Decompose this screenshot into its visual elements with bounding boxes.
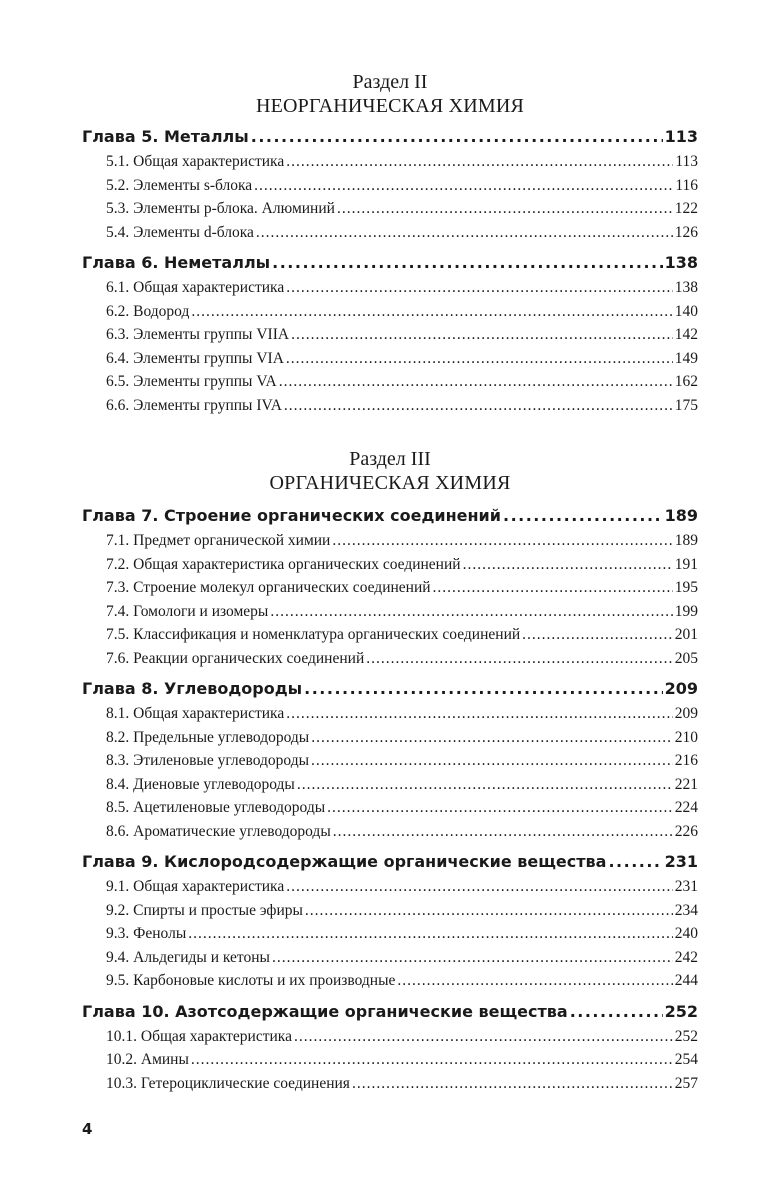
dot-leader (191, 300, 672, 324)
section-label: Раздел II (352, 71, 428, 93)
subsection-title: 7.3. Строение молекул органических соединений (106, 579, 431, 596)
section-label: Раздел III (349, 448, 431, 470)
chapter-page: 189 (664, 506, 698, 525)
section-title: ОРГАНИЧЕСКАЯ ХИМИЯ (269, 472, 511, 494)
dot-leader (305, 899, 673, 923)
subsection-title: 10.3. Гетероциклические соединения (106, 1074, 350, 1092)
subsection-page: 149 (674, 349, 698, 367)
subsection-row[interactable] (82, 394, 698, 418)
chapter-page: 113 (664, 127, 698, 146)
dot-leader (304, 676, 662, 702)
section-3 (82, 447, 698, 1095)
subsection-row[interactable] (82, 323, 698, 347)
chapter-page: 231 (664, 852, 698, 871)
subsection-page: 216 (674, 752, 698, 769)
dot-leader (286, 702, 673, 726)
section-title: НЕОРГАНИЧЕСКАЯ ХИМИЯ (255, 95, 525, 117)
subsection-page: 244 (674, 972, 698, 989)
dot-leader (286, 875, 673, 899)
chapter-10 (82, 999, 698, 1096)
dot-leader (522, 623, 673, 647)
dot-leader (284, 394, 673, 418)
subsection-row[interactable] (82, 946, 698, 970)
chapter-title: Глава 7. Строение органических соединений (82, 506, 501, 525)
subsection-title: 8.6. Ароматические углеводороды (106, 822, 331, 840)
dot-leader (337, 197, 673, 221)
chapter-title: Глава 6. Неметаллы (82, 253, 271, 272)
dot-leader (291, 323, 673, 347)
dot-leader (270, 600, 672, 624)
section-heading (82, 70, 698, 118)
subsection-page: 140 (674, 302, 698, 320)
subsection-row[interactable] (82, 300, 698, 324)
section-2 (82, 70, 698, 417)
page-number: 4 (82, 1120, 93, 1138)
dot-leader (279, 370, 673, 394)
dot-leader (286, 150, 673, 174)
subsection-row[interactable] (82, 197, 698, 221)
subsection-page: 210 (674, 728, 698, 746)
subsection-title: 9.1. Общая характеристика (106, 878, 285, 895)
chapter-title: Глава 10. Азотсодержащие органические вещества (82, 1001, 568, 1021)
table-of-contents (82, 70, 698, 1095)
dot-leader (608, 849, 662, 875)
subsection-page: 201 (674, 626, 698, 643)
dot-leader (397, 969, 672, 993)
subsection-title: 9.2. Спирты и простые эфиры (106, 901, 303, 919)
subsection-row[interactable] (82, 347, 698, 371)
subsection-row[interactable] (82, 647, 698, 671)
subsection-page: 195 (674, 579, 698, 596)
subsection-row[interactable] (82, 1072, 698, 1096)
dot-leader (311, 749, 673, 773)
dot-leader (191, 1048, 673, 1072)
subsection-row[interactable] (82, 702, 698, 726)
subsection-title: 7.4. Гомологи и изомеры (106, 602, 269, 620)
chapter-row[interactable] (82, 250, 698, 276)
subsection-title: 5.4. Элементы d-блока (106, 223, 254, 241)
subsection-page: 191 (674, 555, 698, 573)
subsection-row[interactable] (82, 922, 698, 946)
subsection-title: 6.2. Водород (106, 302, 190, 320)
section-heading (82, 447, 698, 495)
dot-leader (570, 999, 663, 1025)
subsection-page: 113 (675, 153, 698, 170)
dot-leader (272, 250, 662, 276)
subsection-title: 6.1. Общая характеристика (106, 279, 285, 296)
chapter-title: Глава 5. Металлы (82, 127, 249, 146)
subsection-page: 242 (674, 948, 698, 966)
chapter-title: Глава 8. Углеводороды (82, 679, 303, 698)
subsection-title: 10.1. Общая характеристика (106, 1027, 292, 1045)
subsection-title: 5.1. Общая характеристика (106, 153, 285, 170)
chapter-8 (82, 676, 698, 843)
subsection-row[interactable] (82, 820, 698, 844)
chapter-page: 209 (664, 679, 698, 698)
subsection-title: 8.5. Ацетиленовые углеводороды (106, 799, 326, 816)
subsection-row[interactable] (82, 623, 698, 647)
subsection-title: 6.3. Элементы группы VIIA (106, 326, 290, 343)
subsection-title: 8.3. Этиленовые углеводороды (106, 752, 310, 769)
chapter-5 (82, 124, 698, 244)
subsection-row[interactable] (82, 796, 698, 820)
chapter-row[interactable] (82, 849, 698, 875)
chapter-page: 252 (664, 1001, 698, 1021)
dot-leader (327, 796, 673, 820)
subsection-page: 142 (674, 326, 698, 343)
subsection-page: 162 (674, 373, 698, 390)
subsection-row[interactable] (82, 553, 698, 577)
subsection-title: 10.2. Амины (106, 1051, 189, 1068)
subsection-title: 6.6. Элементы группы IVA (106, 396, 282, 414)
subsection-row[interactable] (82, 600, 698, 624)
subsection-page: 252 (674, 1027, 698, 1045)
subsection-row[interactable] (82, 749, 698, 773)
subsection-row[interactable] (82, 150, 698, 174)
subsection-row[interactable] (82, 1025, 698, 1049)
subsection-page: 240 (674, 925, 698, 942)
subsection-row[interactable] (82, 726, 698, 750)
subsection-row[interactable] (82, 773, 698, 797)
chapter-page: 138 (664, 253, 698, 272)
subsection-title: 5.3. Элементы p-блока. Алюминий (106, 200, 335, 217)
dot-leader (433, 576, 673, 600)
subsection-row[interactable] (82, 529, 698, 553)
subsection-title: 7.5. Классификация и номенклатура органических соединений (106, 626, 521, 643)
dot-leader (188, 922, 673, 946)
chapter-row[interactable] (82, 999, 698, 1025)
chapter-6 (82, 250, 698, 417)
subsection-page: 234 (674, 901, 698, 919)
dot-leader (311, 726, 673, 750)
subsection-row[interactable] (82, 576, 698, 600)
chapter-row[interactable] (82, 503, 698, 529)
subsection-page: 226 (674, 822, 698, 840)
subsection-page: 189 (674, 532, 698, 549)
chapter-9 (82, 849, 698, 993)
subsection-title: 7.2. Общая характеристика органических соединений (106, 555, 461, 573)
subsection-title: 9.5. Карбоновые кислоты и их производные (106, 972, 396, 989)
subsection-title: 6.4. Элементы группы VIA (106, 349, 284, 367)
dot-leader (256, 221, 673, 245)
subsection-row[interactable] (82, 1048, 698, 1072)
subsection-page: 126 (674, 223, 698, 241)
subsection-row[interactable] (82, 969, 698, 993)
subsection-row[interactable] (82, 370, 698, 394)
dot-leader (286, 276, 673, 300)
subsection-title: 5.2. Элементы s-блока (106, 176, 253, 194)
dot-leader (272, 946, 673, 970)
subsection-page: 175 (674, 396, 698, 414)
subsection-page: 221 (674, 775, 698, 793)
subsection-page: 209 (674, 705, 698, 722)
chapter-7 (82, 503, 698, 670)
subsection-row[interactable] (82, 875, 698, 899)
subsection-title: 8.1. Общая характеристика (106, 705, 285, 722)
subsection-page: 224 (674, 799, 698, 816)
dot-leader (333, 820, 673, 844)
dot-leader (366, 647, 673, 671)
subsection-page: 122 (674, 200, 698, 217)
subsection-page: 199 (674, 602, 698, 620)
subsection-page: 254 (674, 1051, 698, 1068)
dot-leader (294, 1025, 673, 1049)
subsection-page: 257 (674, 1074, 698, 1092)
subsection-title: 9.4. Альдегиды и кетоны (106, 948, 270, 966)
subsection-row[interactable] (82, 899, 698, 923)
subsection-title: 9.3. Фенолы (106, 925, 187, 942)
chapter-row[interactable] (82, 124, 698, 150)
subsection-row[interactable] (82, 221, 698, 245)
subsection-row[interactable] (82, 174, 698, 198)
chapter-title: Глава 9. Кислородсодержащие органические вещества (82, 852, 607, 871)
subsection-title: 6.5. Элементы группы VA (106, 373, 277, 390)
subsection-title: 8.2. Предельные углеводороды (106, 728, 310, 746)
dot-leader (254, 174, 673, 198)
chapter-row[interactable] (82, 676, 698, 702)
dot-leader (463, 553, 673, 577)
subsection-title: 7.6. Реакции органических соединений (106, 649, 365, 667)
subsection-title: 7.1. Предмет органической химии (106, 532, 331, 549)
subsection-page: 231 (674, 878, 698, 895)
dot-leader (286, 347, 673, 371)
dot-leader (503, 503, 663, 529)
dot-leader (352, 1072, 673, 1096)
dot-leader (251, 124, 663, 150)
subsection-title: 8.4. Диеновые углеводороды (106, 775, 295, 793)
subsection-page: 138 (674, 279, 698, 296)
dot-leader (332, 529, 672, 553)
dot-leader (297, 773, 673, 797)
subsection-page: 116 (675, 176, 698, 194)
subsection-row[interactable] (82, 276, 698, 300)
subsection-page: 205 (674, 649, 698, 667)
